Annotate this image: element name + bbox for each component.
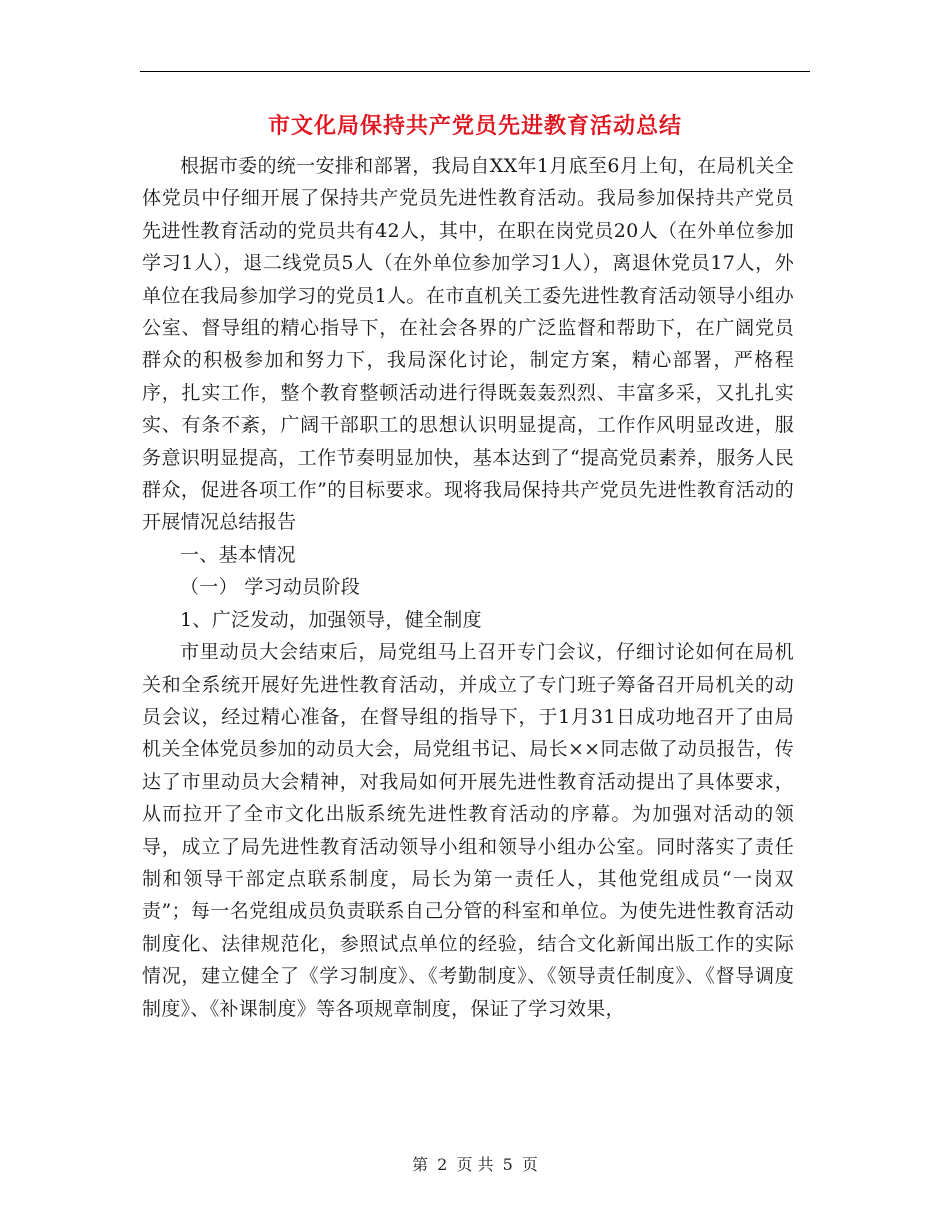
current-page-number: 2 — [437, 1155, 448, 1174]
intro-paragraph: 根据市委的统一安排和部署，我局自XX年1月底至6月上旬，在局机关全体党员中仔细开展了保持共产党员先进性教育活动。我局参加保持共产党员先进性教育活动的党员共有42人，其中，在职在岗党员20人（在外单位参加学习1人），退二线党员5人（在外单位参加学习1人），离退休党员17人，外单位在我局参加学习的党员1人。在市直机关工委先进性教育活动领导小组办公室、督导组的精心指导下，在社会各界的广泛监督和帮助下，在广阔党员群众的积极参加和努力下，我局深化讨论，制定方案，精心部署，严格程序，扎实工作，整个教育整顿活动进行得既轰轰烈烈、丰富多采，又扎扎实实、有条不紊，广阔干部职工的思想认识明显提高，工作作风明显改进，服务意识明显提高，工作节奏明显加快，基本达到了“提高党员素养，服务人民群众，促进各项工作”的目标要求。现将我局保持共产党员先进性教育活动的开展情况总结报告 — [142, 155, 794, 534]
total-pages-number: 5 — [502, 1155, 513, 1174]
subsection-heading-study-mobilization: （一） 学习动员阶段 — [180, 576, 361, 599]
page-label-suffix: 页 — [521, 1155, 538, 1174]
header-rule — [140, 71, 810, 72]
page-label-mid: 页 共 — [456, 1155, 494, 1174]
document-body — [142, 150, 794, 1025]
section-heading-basic-situation: 一、基本情况 — [180, 543, 296, 566]
page-footer — [0, 1152, 950, 1175]
body-paragraph: 市里动员大会结束后，局党组马上召开专门会议，仔细讨论如何在局机关和全系统开展好先进性教育活动，并成立了专门班子筹备召开局机关的动员会议，经过精心准备，在督导组的指导下，于1月31日成功地召开了由局机关全体党员参加的动员大会，局党组书记、局长××同志做了动员报告，传达了市里动员大会精神，对我局如何开展先进性教育活动提出了具体要求，从而拉开了全市文化出版系统先进性教育活动的序幕。为加强对活动的领导，成立了局先进性教育活动领导小组和领导小组办公室。同时落实了责任制和领导干部定点联系制度，局长为第一责任人，其他党组成员“一岗双责”；每一名党组成员负责联系自己分管的科室和单位。为使先进性教育活动制度化、法律规范化，参照试点单位的经验，结合文化新闻出版工作的实际情况，建立健全了《学习制度》、《考勤制度》、《领导责任制度》、《督导调度制度》、《补课制度》等各项规章制度，保证了学习效果， — [142, 641, 794, 1020]
document-title: 市文化局保持共产党员先进教育活动总结 — [267, 113, 682, 139]
page-label-prefix: 第 — [412, 1155, 429, 1174]
item-heading-broad-mobilization: 1、广泛发动，加强领导，健全制度 — [180, 608, 482, 631]
